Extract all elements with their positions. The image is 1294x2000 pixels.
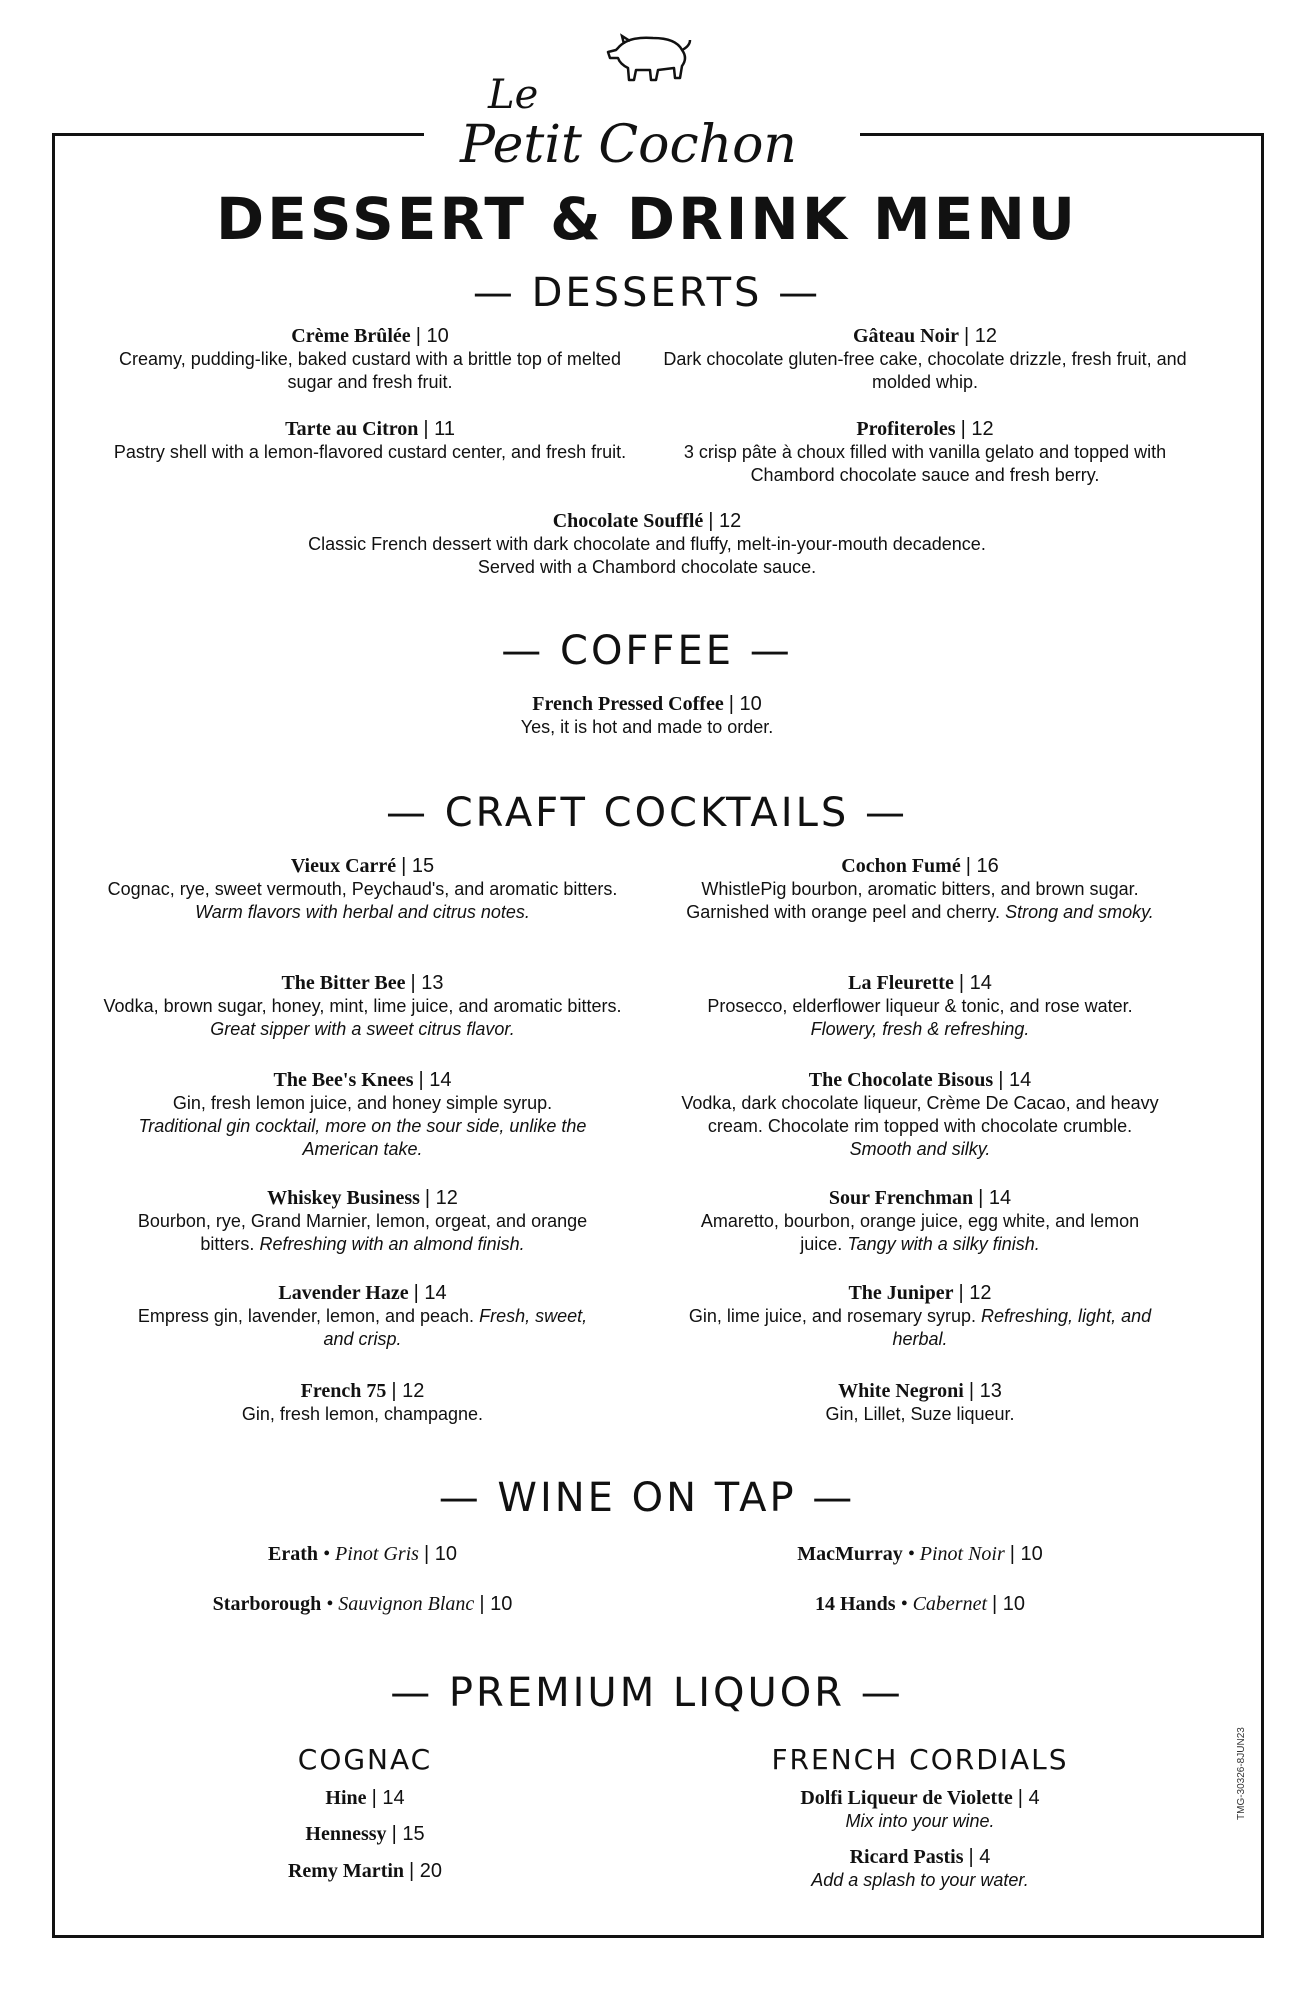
item-name: Profiteroles <box>856 418 956 440</box>
item-name: MacMurray <box>797 1543 903 1565</box>
cocktail-item <box>130 1380 595 1426</box>
item-note: Refreshing, light, and herbal. <box>892 1306 1152 1349</box>
cocktail-item <box>690 972 1150 1041</box>
item-desc: Prosecco, elderflower liqueur & tonic, and rose water. <box>707 996 1133 1016</box>
item-name: Chocolate Soufflé <box>552 510 704 532</box>
cognac-heading: COGNAC <box>297 1743 433 1776</box>
item-name: Hine <box>325 1787 367 1809</box>
item-desc: Creamy, pudding-like, baked custard with a brittle top of melted sugar and fresh fruit. <box>119 349 621 392</box>
item-note: Tangy with a silky finish. <box>847 1234 1040 1254</box>
cocktail-item <box>100 855 625 924</box>
item-desc: Vodka, brown sugar, honey, mint, lime juice, and aromatic bitters. <box>103 996 622 1016</box>
dessert-item <box>100 325 640 394</box>
cocktail-item <box>680 1380 1160 1426</box>
item-note: Flowery, fresh & refreshing. <box>810 1019 1030 1039</box>
item-varietal: • Cabernet <box>900 1593 988 1615</box>
cocktail-item <box>680 1069 1160 1161</box>
item-desc: Mix into your wine. <box>845 1811 995 1831</box>
item-price: | 15 <box>391 1823 425 1845</box>
item-price: | 14 <box>998 1069 1032 1091</box>
cocktail-item <box>130 1282 595 1351</box>
liquor-item <box>700 1846 1140 1892</box>
item-note: Warm flavors with herbal and citrus notes. <box>195 902 530 922</box>
section-coffee: — COFFEE — <box>501 628 793 674</box>
item-name: French Pressed Coffee <box>532 693 724 715</box>
item-name: French 75 <box>300 1380 387 1402</box>
dessert-item <box>655 418 1195 487</box>
wine-item <box>100 1593 625 1616</box>
item-name: Vieux Carré <box>290 855 397 877</box>
section-cocktails: — CRAFT COCKTAILS — <box>386 790 908 836</box>
item-price: | 14 <box>413 1282 447 1304</box>
dessert-item <box>100 418 640 464</box>
item-name: Erath <box>268 1543 319 1565</box>
coffee-item <box>397 693 897 739</box>
section-wine: — WINE ON TAP — <box>438 1475 856 1521</box>
item-desc: Bourbon, rye, Grand Marnier, lemon, orgeat, and orange bitters. <box>137 1211 588 1254</box>
item-desc: 3 crisp pâte à choux filled with vanilla gelato and topped with Chambord chocolate sauce and fresh berry. <box>683 442 1167 485</box>
wine-item <box>670 1543 1170 1566</box>
item-desc: Classic French dessert with dark chocolate and fluffy, melt-in-your-mouth decadence. Served with a Chambord chocolate sauce. <box>308 534 986 577</box>
item-name: Cochon Fumé <box>841 855 961 877</box>
item-name: Gâteau Noir <box>852 325 960 347</box>
cocktail-item <box>670 855 1170 924</box>
wine-item <box>670 1593 1170 1616</box>
item-price: | 12 <box>424 1187 458 1209</box>
liquor-item <box>210 1823 520 1846</box>
item-varietal: • Pinot Noir <box>907 1543 1005 1565</box>
item-price: | 12 <box>964 325 998 347</box>
item-desc: Dark chocolate gluten-free cake, chocolate drizzle, fresh fruit, and molded whip. <box>663 349 1187 392</box>
item-price: | 10 <box>479 1593 513 1615</box>
item-desc: Add a splash to your water. <box>811 1870 1029 1890</box>
cocktail-item <box>130 1069 595 1161</box>
item-note: Smooth and silky. <box>849 1139 991 1159</box>
item-desc: WhistlePig bourbon, aromatic bitters, and brown sugar. Garnished with orange peel and cherry. <box>686 879 1139 922</box>
item-price: | 14 <box>418 1069 452 1091</box>
border-top-right <box>860 133 1264 136</box>
item-desc: Gin, fresh lemon juice, and honey simple syrup. <box>172 1093 553 1113</box>
item-name: Starborough <box>212 1593 322 1615</box>
item-price: | 10 <box>423 1543 457 1565</box>
item-name: Sour Frenchman <box>828 1187 974 1209</box>
cordials-heading: FRENCH CORDIALS <box>771 1743 1069 1776</box>
item-price: | 16 <box>965 855 999 877</box>
item-desc: Vodka, dark chocolate liqueur, Crème De Cacao, and heavy cream. Chocolate rim topped with chocolate crumble. <box>681 1093 1159 1136</box>
border-top-left <box>52 133 424 136</box>
item-price: | 4 <box>968 1846 991 1868</box>
item-name: Remy Martin <box>287 1860 405 1882</box>
item-desc: Empress gin, lavender, lemon, and peach. <box>137 1306 475 1326</box>
item-desc: Pastry shell with a lemon-flavored custard center, and fresh fruit. <box>113 442 627 462</box>
dessert-item <box>290 510 1004 579</box>
item-name: Tarte au Citron <box>285 418 419 440</box>
item-price: | 20 <box>409 1860 443 1882</box>
cocktail-item <box>95 972 630 1041</box>
item-note: Strong and smoky. <box>1005 902 1154 922</box>
item-name: La Fleurette <box>848 972 954 994</box>
pig-icon <box>598 28 698 88</box>
item-name: 14 Hands <box>814 1593 896 1615</box>
item-name: Whiskey Business <box>267 1187 420 1209</box>
item-name: The Bitter Bee <box>281 972 406 994</box>
item-price: | 10 <box>1009 1543 1043 1565</box>
item-name: The Bee's Knees <box>273 1069 414 1091</box>
item-name: White Negroni <box>838 1380 964 1402</box>
brand-le: Le <box>488 72 539 118</box>
item-note: Fresh, sweet, and crisp. <box>323 1306 588 1349</box>
item-price: | 14 <box>371 1787 405 1809</box>
page-title: DESSERT & DRINK MENU <box>216 185 1078 253</box>
brand-name: Petit Cochon <box>460 115 797 175</box>
liquor-item <box>210 1787 520 1810</box>
section-desserts: — DESSERTS — <box>472 270 822 316</box>
item-price: | 15 <box>401 855 435 877</box>
item-name: Dolfi Liqueur de Violette <box>800 1787 1013 1809</box>
liquor-item <box>700 1787 1140 1833</box>
item-name: Lavender Haze <box>278 1282 409 1304</box>
item-name: The Juniper <box>848 1282 954 1304</box>
section-liquor: — PREMIUM LIQUOR — <box>390 1670 904 1716</box>
item-desc: Gin, fresh lemon, champagne. <box>241 1404 484 1424</box>
item-price: | 4 <box>1017 1787 1040 1809</box>
item-price: | 14 <box>958 972 992 994</box>
item-price: | 12 <box>960 418 994 440</box>
item-price: | 10 <box>415 325 449 347</box>
item-price: | 10 <box>728 693 762 715</box>
item-price: | 10 <box>992 1593 1026 1615</box>
item-desc: Yes, it is hot and made to order. <box>520 717 774 737</box>
item-price: | 12 <box>708 510 742 532</box>
item-price: | 13 <box>410 972 444 994</box>
item-price: | 14 <box>978 1187 1012 1209</box>
cocktail-item <box>685 1187 1155 1256</box>
item-desc: Amaretto, bourbon, orange juice, egg white, and lemon juice. <box>700 1211 1140 1254</box>
dessert-item <box>655 325 1195 394</box>
cocktail-item <box>670 1282 1170 1351</box>
logo <box>440 20 860 190</box>
wine-item <box>100 1543 625 1566</box>
item-varietal: • Pinot Gris <box>323 1543 419 1565</box>
item-desc: Gin, Lillet, Suze liqueur. <box>825 1404 1015 1424</box>
item-price: | 12 <box>958 1282 992 1304</box>
print-code: TMG-30326-8JUN23 <box>1236 1727 1247 1820</box>
item-desc: Cognac, rye, sweet vermouth, Peychaud's, and aromatic bitters. <box>107 879 618 899</box>
item-name: Ricard Pastis <box>849 1846 964 1868</box>
item-note: Great sipper with a sweet citrus flavor. <box>210 1019 515 1039</box>
item-name: The Chocolate Bisous <box>808 1069 994 1091</box>
item-varietal: • Sauvignon Blanc <box>326 1593 475 1615</box>
item-name: Crème Brûlée <box>291 325 411 347</box>
item-price: | 13 <box>968 1380 1002 1402</box>
item-price: | 12 <box>391 1380 425 1402</box>
item-price: | 11 <box>423 418 455 440</box>
liquor-item <box>210 1860 520 1883</box>
item-desc: Gin, lime juice, and rosemary syrup. <box>688 1306 976 1326</box>
item-note: Traditional gin cocktail, more on the sour side, unlike the American take. <box>138 1116 587 1159</box>
cocktail-item <box>120 1187 605 1256</box>
item-name: Hennessy <box>305 1823 387 1845</box>
item-note: Refreshing with an almond finish. <box>259 1234 525 1254</box>
